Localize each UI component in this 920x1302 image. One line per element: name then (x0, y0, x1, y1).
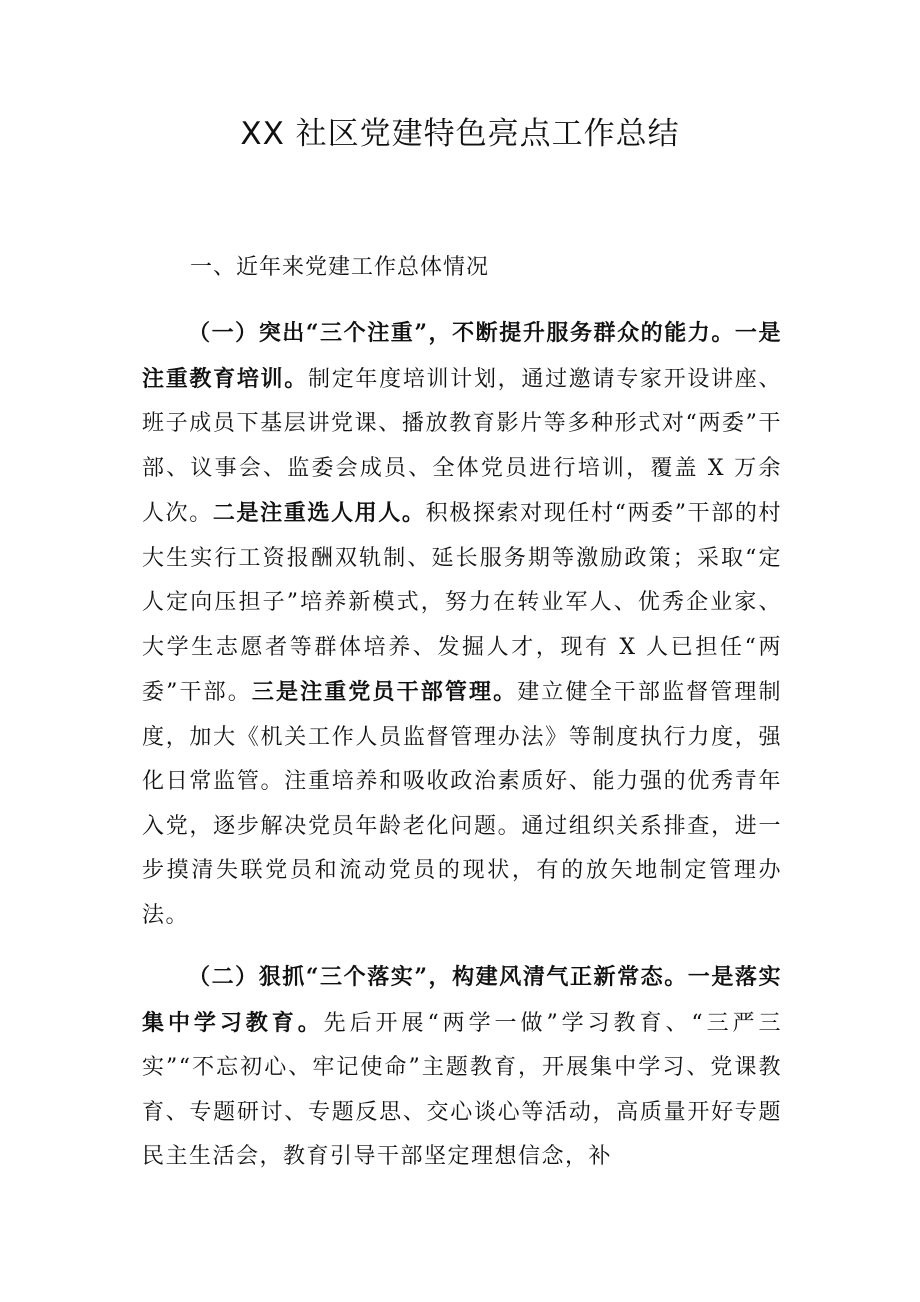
point-4-body: 先后开展“两学一做”学习教育、“三严三实”“不忘初心、牢记使命”主题教育，开展集中学习、党课教育、专题研讨、专题反思、交心谈心等活动，高质量开好专题民主生活会，教育引导干部坚定理想信念，补 (142, 1010, 782, 1169)
point-3-body: 建立健全干部监督管理制度，加大《机关工作人员监督管理办法》等制度执行力度，强化日常监管。注重培养和吸收政治素质好、能力强的优秀青年入党，逐步解决党员年龄老化问题。通过组织关系排查，进一步摸清失联党员和流动党员的现状，有的放矢地制定管理办法。 (142, 680, 782, 928)
point-1-title: 一是注重教育培训。 (142, 320, 782, 392)
paragraph-2-heading: （二）狠抓“三个落实”，构建风清气正新常态。 (188, 964, 688, 990)
point-3-title: 三是注重党员干部管理。 (251, 679, 518, 705)
point-4-title: 一是落实集中学习教育。 (142, 964, 782, 1036)
section-heading: 一、近年来党建工作总体情况 (190, 255, 490, 280)
point-2-body: 积极探索对现任村“两委”干部的村大生实行工资报酬双轨制、延长服务期等激励政策；采取“定人定向压担子”培养新模式，努力在转业军人、优秀企业家、大学生志愿者等群体培养、发掘人才，现有 X 人已担任“两委”干部。 (142, 501, 782, 705)
paragraph-2 (142, 955, 782, 1180)
paragraph-1 (142, 311, 782, 938)
paragraph-1-heading: （一）突出“三个注重”，不断提升服务群众的能力。 (188, 320, 735, 346)
point-2-title: 二是注重选人用人。 (212, 500, 426, 526)
document-title: XX 社区党建特色亮点工作总结 (240, 116, 680, 152)
point-1-body: 制定年度培训计划，通过邀请专家开设讲座、班子成员下基层讲党课、播放教育影片等多种形式对“两委”干部、议事会、监委会成员、全体党员进行培训，覆盖 X 万余人次。 (142, 366, 782, 526)
